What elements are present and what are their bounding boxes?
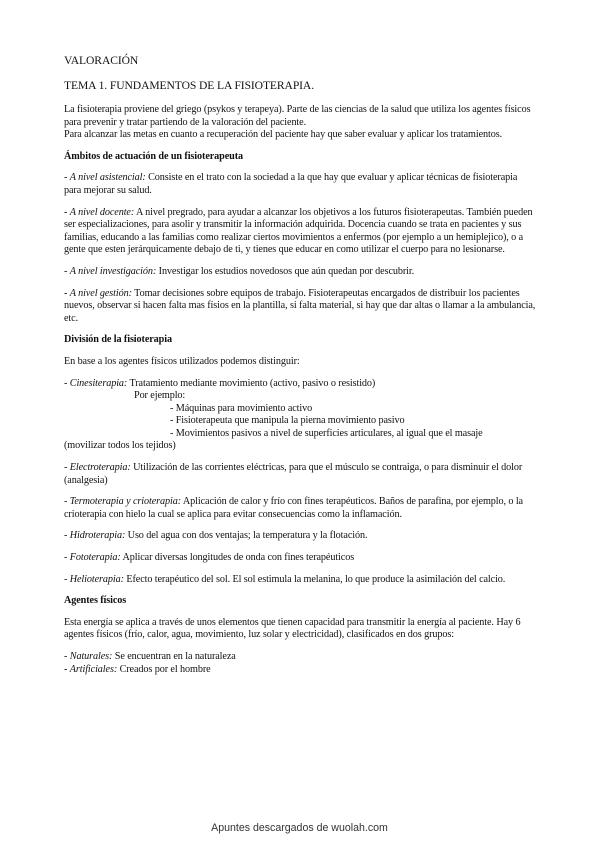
item-text: Utilización de las corrientes eléctricas, para que el músculo se contraiga, o para disminuir el dolor (analgesia) [64,462,523,486]
item-text: Aplicar diversas longitudes de onda con fines terapéuticos [120,552,355,564]
list-item: - Electroterapia: Utilización de las corrientes eléctricas, para que el músculo se contraiga, o para disminuir el dolor (analgesia) [64,462,523,486]
example-line: - Máquinas para movimiento activo [170,402,313,414]
item-label: Termoterapia y crioterapia: [69,496,181,508]
item-text: Tomar decisiones sobre equipos de trabajo. Fisioterapeutas encargados de distribuir los pacientes nuevos, observar si hacen falta mas físios en la plantilla, si falta material, si hay que dar altas o llamar a la ambulancia, etc. [64,287,536,324]
example-line: - Movimientos pasivos a nivel de superficies articulares, al igual que el masaje [170,427,483,439]
list-item: - Artificiales: Creados por el hombre [64,663,211,675]
example-label: Por ejemplo: [134,390,186,402]
item-label: A nivel investigación: [69,265,157,277]
item-label: Helioterapia: [69,573,124,585]
footer-text: Apuntes descargados de wuolah.com [211,822,388,834]
section-heading: Ámbitos de actuación de un fisioterapeuta [64,150,243,162]
example-tail: (movilizar todos los tejidos) [64,440,176,452]
list-item: - Helioterapia: Efecto terapéutico del sol. El sol estimula la melanina, lo que produce la asimilación del calcio. [64,573,506,585]
intro-line: Para alcanzar las metas en cuanto a recuperación del paciente hay que saber evaluar y aplicar los tratamientos. [64,129,503,141]
item-text: Efecto terapéutico del sol. El sol estimula la melanina, lo que produce la asimilación del calcio. [123,573,506,585]
item-label: A nivel asistencial: [69,172,146,184]
list-item: - A nivel investigación: Investigar los estudios novedosos que aún quedan por descubrir. [64,265,415,277]
item-text: Consiste en el trato con la sociedad a la que hay que evaluar y aplicar técnicas de fisioterapia para mejorar su salud. [64,172,518,196]
item-text: Investigar los estudios novedosos que aún quedan por descubrir. [156,265,415,277]
item-text: Creados por el hombre [117,663,211,675]
item-text: Uso del agua con dos ventajas; la temperatura y la flotación. [125,530,368,542]
item-label: A nivel gestión: [69,287,132,299]
item-label: Fototerapia: [69,552,121,564]
list-item: - Hidroterapia: Uso del agua con dos ventajas; la temperatura y la flotación. [64,530,368,542]
item-label: Cinesiterapia: [69,377,128,389]
list-item: - A nivel gestión: Tomar decisiones sobre equipos de trabajo. Fisioterapeutas encargados de distribuir los pacientes nuevos, observar si hacen falta mas físios en la plantilla, si falta material, si hay que dar altas o llamar a la ambulancia, etc. [64,287,536,324]
list-item [64,378,536,454]
list-item: - A nivel docente: A nivel pregrado, para ayudar a alcanzar los objetivos a los futuros fisioterapeutas. También pueden ser especializaciones, para asolir y transmitir la información adquirida. Docencia cuando se trata en pacientes y sus familias, educando a las familias como realizar ciertos movimientos a enfermos (por ejemplo a un hemiplejico), o a gente que esten jerárquicamente debajo de ti, y tienes que educar en como utilizar el cuerpo para no lesionarse. [64,206,533,256]
list-item: - Termoterapia y crioterapia: Aplicación de calor y frío con fines terapéuticos. Baños de parafina, por ejemplo, o la crioterapia con hielo la cual se aplica para evitar consecuencias como la inflamación. [64,496,523,520]
example-line: - Fisioterapeuta que manipula la pierna movimiento pasivo [170,415,405,427]
item-text: Tratamiento mediante movimiento (activo, pasivo o resistido) [127,377,376,389]
item-label: Naturales: [69,651,113,662]
item-label: Electroterapia: [69,462,131,474]
item-text: Se encuentran en la naturaleza [112,651,236,662]
item-text: Aplicación de calor y frío con fines terapéuticos. Baños de parafina, por ejemplo, o la crioterapia con hielo la cual se aplica para evitar consecuencias como la inflamación. [64,496,523,520]
section-heading: Agentes físicos [64,595,127,607]
item-text: A nivel pregrado, para ayudar a alcanzar los objetivos a los futuros fisioterapeutas. También pueden ser especializaciones, para asolir y transmitir la información adquirida. Docencia cuando se trata en pacientes y sus familias, educando a las familias como realizar ciertos movimientos a enfermos (por ejemplo a un hemiplejico), o a gente que esten jerárquicamente debajo de ti, y tienes que educar en como utilizar el cuerpo para no lesionarse. [64,206,533,256]
document-body [64,54,536,676]
intro-paragraph [64,104,536,142]
agent-group-list [64,651,536,676]
list-item: - Naturales: Se encuentran en la naturaleza [64,651,236,662]
section-paragraph: Esta energía se aplica a través de unos elementos que tienen capacidad para transmitir la energía al paciente. Hay 6 agentes físicos (frío, calor, agua, movimiento, luz solar y electricidad), clasificados en dos grupos: [64,616,521,641]
list-item: - A nivel asistencial: Consiste en el trato con la sociedad a la que hay que evaluar y aplicar técnicas de fisioterapia para mejorar su salud. [64,172,518,196]
item-label: Hidroterapia: [69,530,126,542]
section-lead: En base a los agentes físicos utilizados podemos distinguir: [64,355,300,367]
intro-line: La fisioterapia proviene del griego (psykos y terapeya). Parte de las ciencias de la salud que utiliza los agentes físicos para prevenir y tratar partiendo de la valoración del paciente. [64,104,531,128]
section-heading: División de la fisioterapia [64,334,172,346]
list-item: - Fototerapia: Aplicar diversas longitudes de onda con fines terapéuticos [64,552,355,564]
cinesiterapia-line: - Cinesiterapia: Tratamiento mediante movimiento (activo, pasivo o resistido) [64,377,376,389]
topic-title: TEMA 1. FUNDAMENTOS DE LA FISIOTERAPIA. [64,79,314,92]
item-label: A nivel docente: [69,206,135,218]
document-title: VALORACIÓN [64,54,139,67]
item-label: Artificiales: [69,663,118,675]
